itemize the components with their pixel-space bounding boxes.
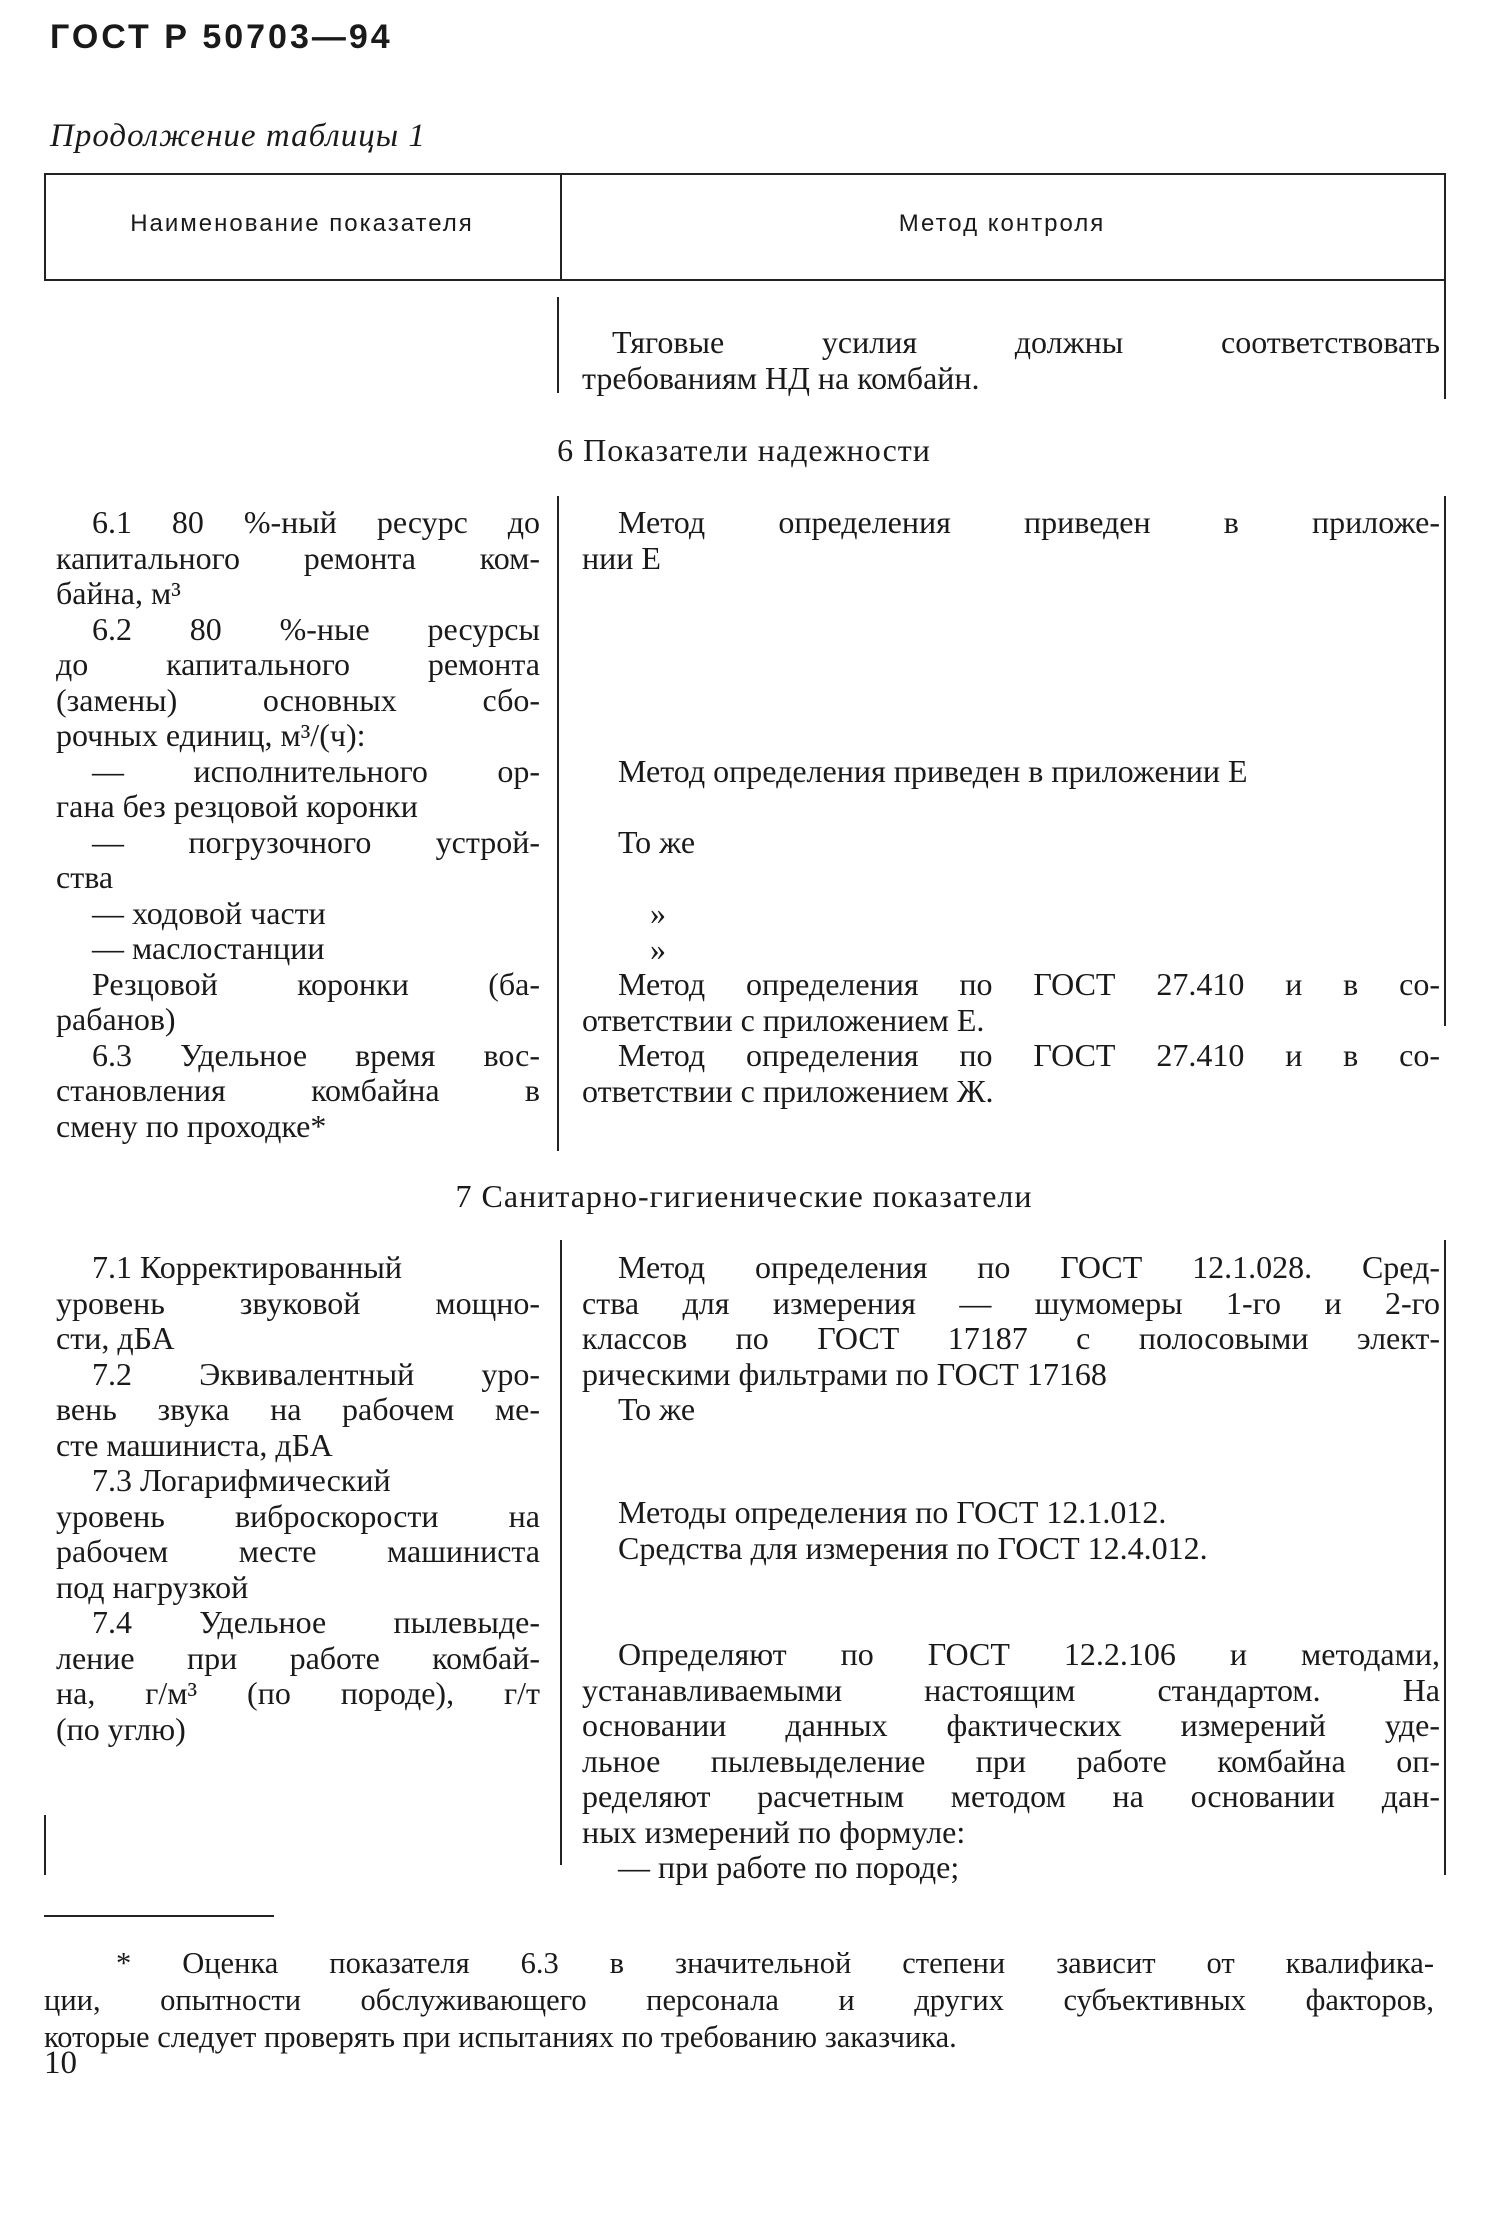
left-line: сте машиниста, дБА — [56, 1426, 333, 1463]
footnote-line: ции, опытности обслуживающего персонала и других субъективных факторов, — [44, 1983, 1434, 2017]
right-line: — при работе по породе; — [618, 1849, 960, 1885]
section-6-right-column — [582, 505, 1440, 576]
left-line: ление при работе комбай- — [56, 1639, 540, 1676]
section-6-left-column — [56, 505, 540, 1144]
left-line: Резцовой коронки (ба- — [92, 965, 540, 1002]
right-line: ных измерений по формуле: — [582, 1813, 966, 1850]
right-line: льное пылевыделение при работе комбайна оп- — [582, 1742, 1440, 1779]
left-line: уровень виброскорости на — [56, 1497, 540, 1534]
left-line: 6.3 Удельное время вос- — [92, 1036, 540, 1073]
left-line: сти, дБА — [56, 1320, 175, 1356]
footnote-line: * Оценка показателя 6.3 в значительной степени зависит от квалифика- — [116, 1946, 1434, 1980]
right-line: Метод определения по ГОСТ 12.1.028. Сред- — [618, 1249, 1440, 1285]
left-line: 6.2 80 %-ные ресурсы — [92, 610, 540, 647]
ditto-mark: » — [650, 931, 666, 967]
left-line: 7.3 Логарифмический — [92, 1462, 391, 1498]
right-line: основании данных фактических измерений уде- — [582, 1707, 1440, 1743]
method-line — [618, 1495, 1208, 1566]
column-header-method: Метод контроля — [898, 210, 1106, 237]
right-line: ределяют расчетным методом на основании дан- — [582, 1778, 1440, 1814]
left-line: — исполнительного ор- — [92, 752, 540, 789]
ditto-mark: » — [650, 895, 666, 931]
left-line: — маслостанции — [92, 930, 325, 966]
method-line — [582, 1637, 1440, 1886]
left-line: ства — [56, 859, 114, 895]
right-line: Средства для измерения по ГОСТ 12.4.012. — [618, 1529, 1208, 1566]
top-row-line: требованиям НД на комбайн. — [582, 359, 980, 396]
table-right-edge — [1444, 173, 1446, 399]
footnote-line: которые следует проверять при испытаниях по требованию заказчика. — [44, 2020, 957, 2054]
method-line — [582, 967, 1440, 1109]
right-line: Метод определения приведен в приложе- — [618, 504, 1440, 540]
left-line: капитального ремонта ком- — [56, 539, 540, 576]
left-line: вень звука на рабочем ме- — [56, 1391, 540, 1427]
right-line: ответствии с приложением Ж. — [582, 1072, 994, 1109]
left-line: до капитального ремонта — [56, 646, 540, 682]
right-line: ответствии с приложением Е. — [582, 1001, 985, 1038]
left-line: 7.4 Удельное пылевыде- — [92, 1604, 540, 1640]
right-line: Методы определения по ГОСТ 12.1.012. — [618, 1494, 1167, 1530]
left-line: смену по проходке* — [56, 1107, 327, 1144]
right-line: То же — [618, 1391, 696, 1427]
left-line: под нагрузкой — [56, 1568, 249, 1605]
left-line: байна, м³ — [56, 575, 181, 611]
right-line: Метод определения по ГОСТ 27.410 и в со- — [618, 1037, 1440, 1073]
section-7-left-column — [56, 1250, 540, 1747]
table-right-edge — [1444, 496, 1446, 1026]
right-line: Метод определения по ГОСТ 27.410 и в со- — [618, 966, 1440, 1002]
left-line: уровень звуковой мощно- — [56, 1284, 540, 1321]
column-divider — [557, 496, 559, 1151]
left-line: на, г/м³ (по породе), г/т — [56, 1675, 540, 1711]
left-line: (по углю) — [56, 1710, 186, 1747]
left-line: рабочем месте машиниста — [56, 1533, 540, 1569]
header-bottom-rule — [44, 279, 1444, 281]
footnote-rule — [44, 1915, 274, 1917]
left-line: — погрузочного устрой- — [92, 823, 540, 860]
right-line: Определяют по ГОСТ 12.2.106 и методами, — [618, 1636, 1440, 1672]
right-line: рическими фильтрами по ГОСТ 17168 — [582, 1355, 1107, 1392]
left-line: рочных единиц, м³/(ч): — [56, 717, 366, 753]
right-line: нии Е — [582, 539, 661, 576]
right-line: устанавливаемыми настоящим стандартом. На — [582, 1671, 1440, 1708]
left-line: 7.1 Корректированный — [92, 1249, 402, 1285]
column-divider — [557, 297, 559, 393]
method-line: То же — [618, 824, 696, 860]
top-row-line: Тяговые усилия должны соответствовать — [612, 324, 1440, 360]
section-7-right-column — [582, 1250, 1440, 1428]
table-left-edge — [44, 1815, 46, 1875]
right-line: ства для измерения — шумомеры 1-го и 2-го — [582, 1284, 1440, 1321]
left-line: — ходовой части — [92, 894, 326, 931]
left-line: рабанов) — [56, 1001, 176, 1037]
table-right-edge — [1444, 1240, 1446, 1875]
right-line: классов по ГОСТ 17187 с полосовыми элект- — [582, 1320, 1440, 1356]
left-line: становления комбайна в — [56, 1072, 540, 1108]
section-6-title: 6 Показатели надежности — [557, 432, 931, 468]
left-line: 6.1 80 %-ный ресурс до — [92, 504, 540, 540]
page-number: 10 — [44, 2045, 77, 2081]
section-7-title: 7 Санитарно-гигиенические показатели — [455, 1178, 1033, 1214]
left-line: (замены) основных сбо- — [56, 681, 540, 718]
table-top-rule — [44, 173, 1444, 175]
method-line: Метод определения приведен в приложении Е — [618, 753, 1248, 789]
footnote — [44, 1945, 1434, 2056]
table-continuation-caption: Продолжение таблицы 1 — [50, 118, 426, 154]
document-code: ГОСТ Р 50703—94 — [50, 18, 393, 56]
column-divider — [560, 1240, 562, 1865]
left-line: гана без резцовой коронки — [56, 788, 418, 824]
top-row-text — [582, 325, 1440, 396]
left-line: 7.2 Эквивалентный уро- — [92, 1355, 540, 1392]
column-header-name: Наименование показателя — [130, 210, 474, 237]
